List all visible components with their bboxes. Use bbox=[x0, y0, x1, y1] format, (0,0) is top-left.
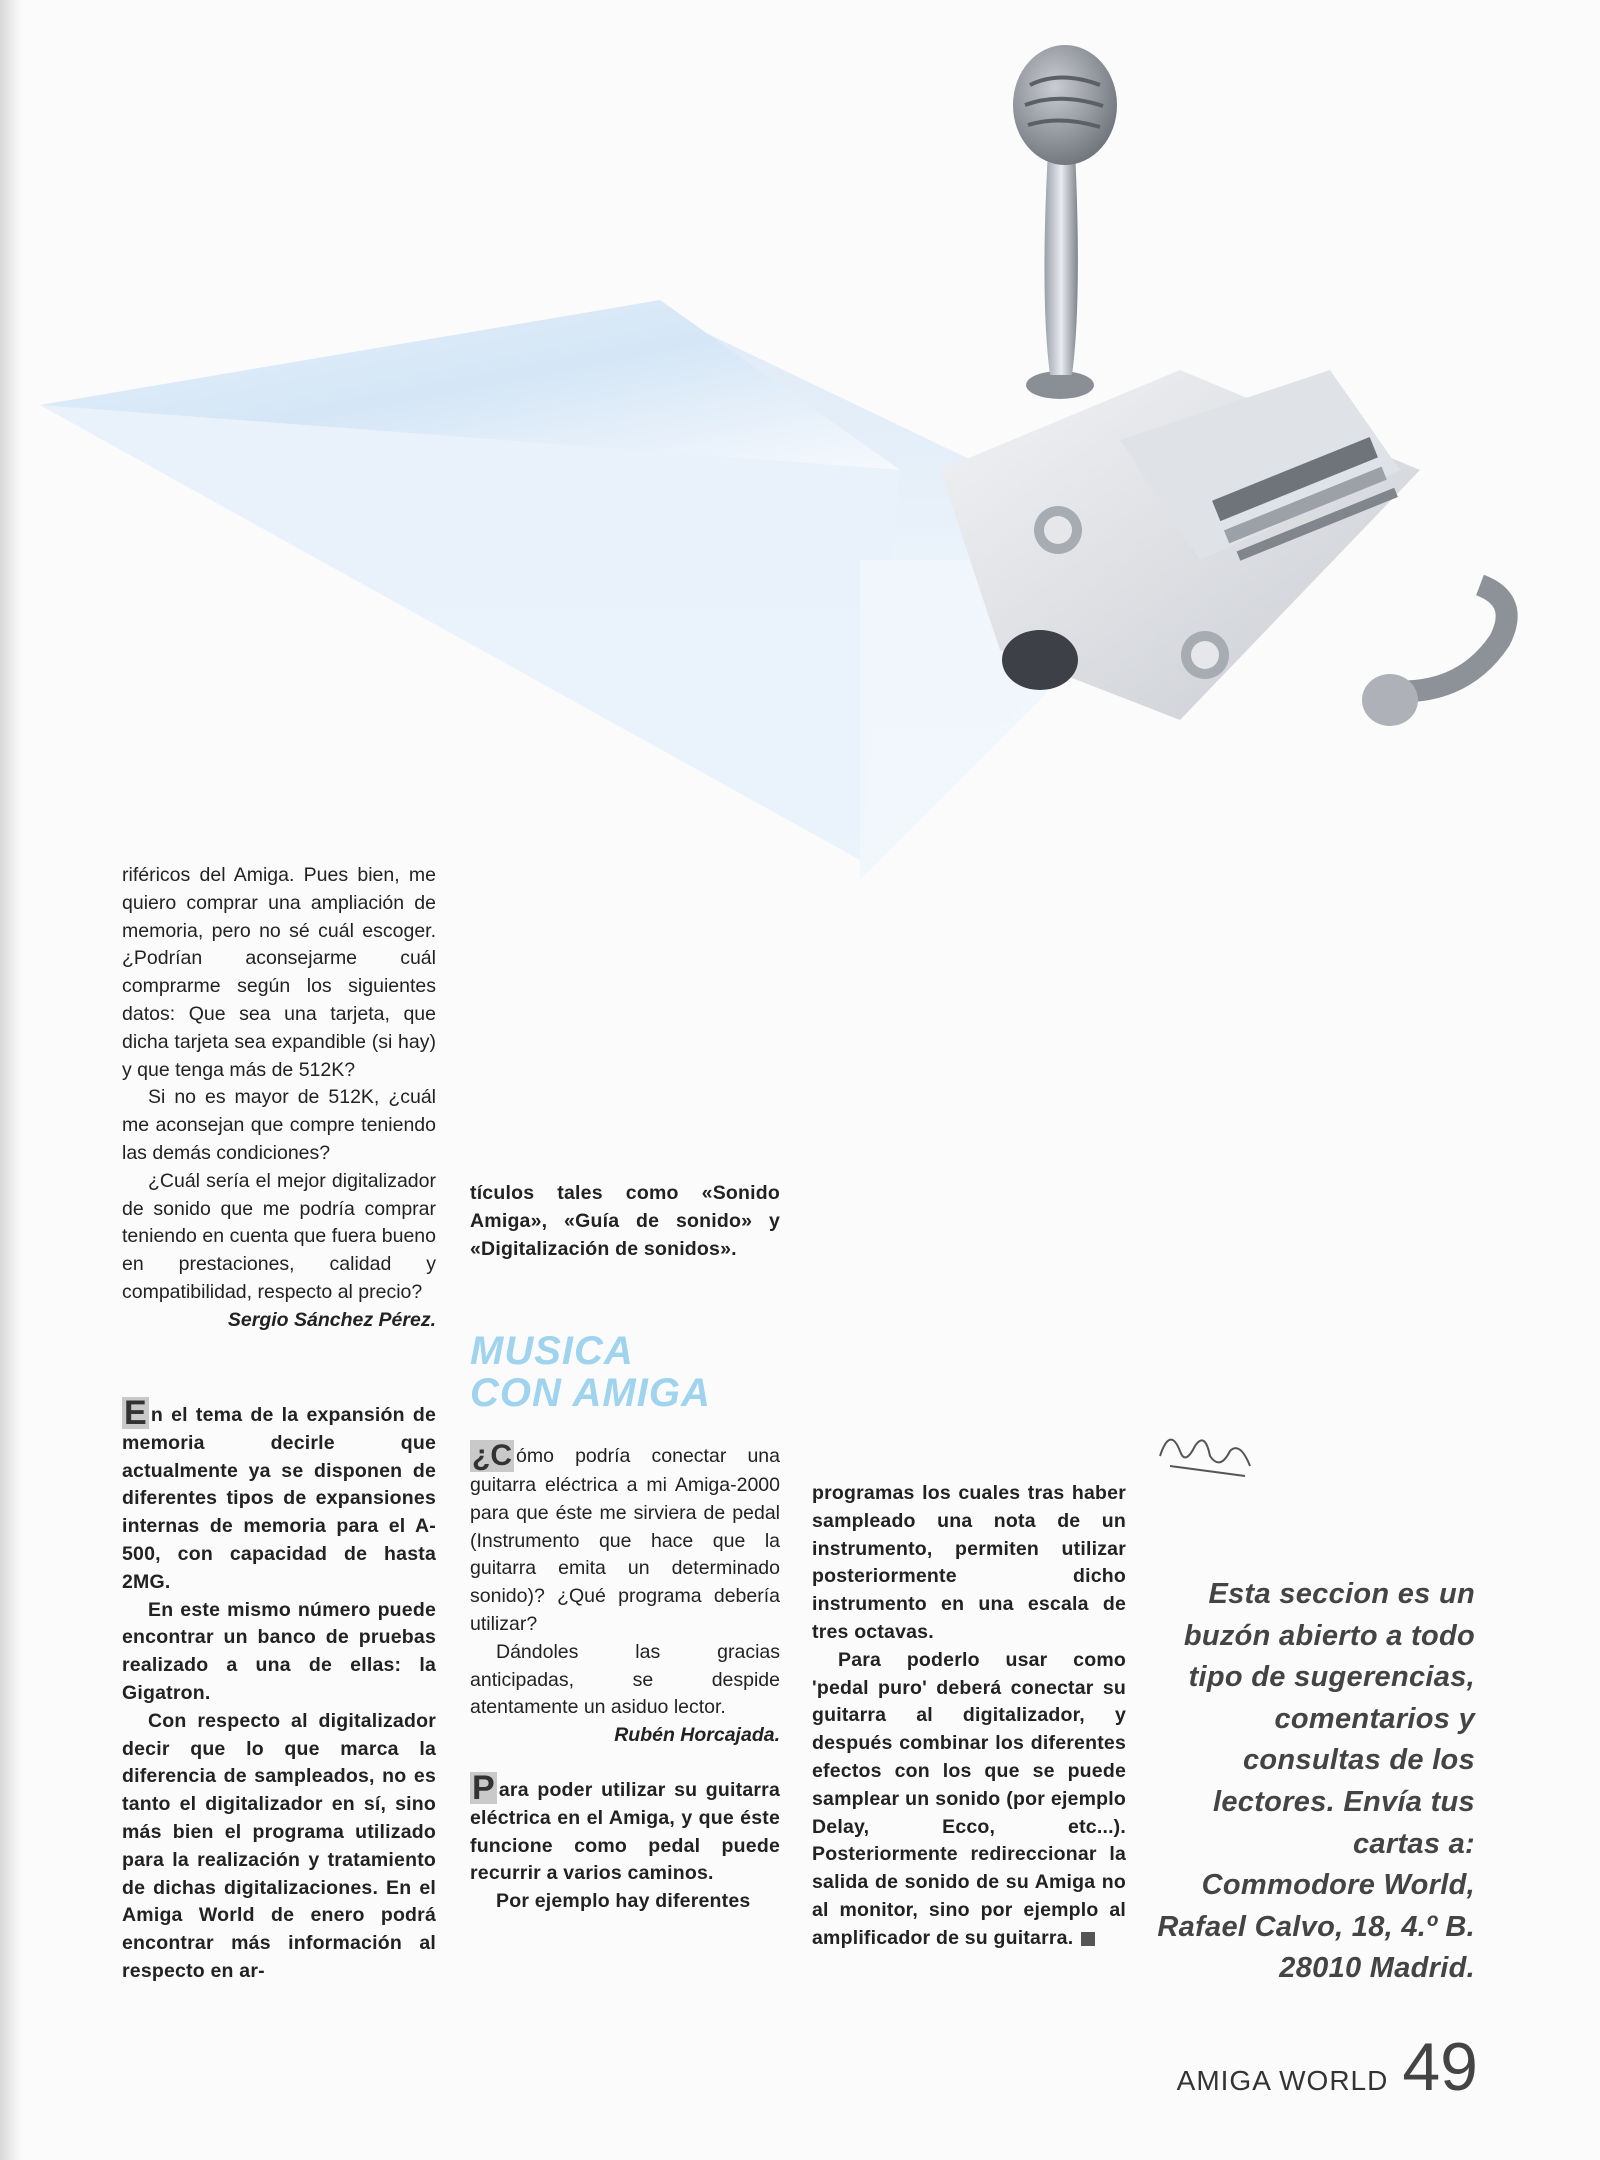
answer1-paragraph: Con respecto al digitalizador decir que lo que marca la diferencia de sampleados, no es tanto el digitalizador en sí, sino más bien el programa utilizado para la realización y tratamiento de dichas digitalizaciones. En el Amiga World de enero podrá encontrar más información al respecto en ar- bbox=[122, 1709, 436, 1982]
sidebar-line: buzón abierto a todo bbox=[1183, 1619, 1475, 1652]
section-title bbox=[470, 1330, 770, 1414]
sidebar-line: Commodore World, bbox=[1201, 1869, 1475, 1902]
letter2-first-paragraph bbox=[470, 1440, 780, 1639]
letter1-signature: Sergio Sánchez Pérez. bbox=[227, 1308, 436, 1331]
sidebar-line: Esta seccion es un bbox=[1208, 1578, 1475, 1610]
answer2-column3 bbox=[812, 1480, 1126, 1953]
sidebar-line: tipo de sugerencias, bbox=[1188, 1661, 1475, 1694]
answer2-first-paragraph bbox=[470, 1768, 780, 1888]
letter1-paragraph: Si no es mayor de 512K, ¿cuál me aconsejan que compre teniendo las demás condiciones? bbox=[122, 1086, 436, 1164]
answer2-col3-paragraph bbox=[812, 1647, 1126, 1953]
letter2-column bbox=[470, 1440, 780, 1916]
sidebar-line: lectores. Envía tus bbox=[1213, 1785, 1475, 1818]
answer1-first-text: n el tema de la expansión de memoria decirle que actualmente ya se disponen de diferentes tipos de expansiones internas de memoria para el A-500, con capacidad de hasta 2MG. bbox=[122, 1404, 436, 1593]
letter1-paragraph: ¿Cuál sería el mejor digitalizador de sonido que me podría comprar teniendo en cuenta que fuera bueno en prestaciones, calidad y compatibilidad, respecto al precio? bbox=[122, 1169, 436, 1303]
letter2-dropcap: ¿C bbox=[472, 1439, 512, 1472]
letter1-paragraph: riféricos del Amiga. Pues bien, me quiero comprar una ampliación de memoria, pero no sé cuál escoger. ¿Podrían aconsejarme cuál comprarme según los siguientes datos: Que sea una tarjeta, que dicha tarjeta sea expandible (si hay) y que tenga más de 512K? bbox=[122, 864, 436, 1081]
section-title-line2: CON AMIGA bbox=[470, 1371, 711, 1415]
answer2-col3-text: Para poderlo usar como 'pedal puro' deberá conectar su guitarra al digitalizador, y después combinar los diferentes efectos con los que se puede samplear un sonido (por ejemplo Delay, Ecco, etc...). Posteriormente redireccionar la salida de sonido de su Amiga no al monitor, sino por ejemplo al amplificador de su guitarra. bbox=[812, 1648, 1126, 1949]
page-footer bbox=[1176, 2029, 1478, 2105]
letter2-paragraph: Dándoles las gracias anticipadas, se despide atentamente un asiduo lector. bbox=[470, 1640, 780, 1719]
sidebar-note bbox=[1140, 1574, 1475, 1990]
magazine-name: AMIGA WORLD bbox=[1176, 2065, 1389, 2096]
sidebar-line: consultas de los bbox=[1242, 1744, 1475, 1777]
answer2-first-text: ara poder utilizar su guitarra eléctrica en el Amiga, y que éste funcione como pedal puede recurrir a varios caminos. bbox=[470, 1778, 780, 1885]
answer1-continuation: tículos tales como «Sonido Amiga», «Guía de sonido» y «Digitalización de sonidos». bbox=[470, 1182, 780, 1260]
sidebar-line: cartas a: bbox=[1353, 1827, 1475, 1860]
answer1-column bbox=[122, 1394, 436, 1986]
answer2-col3-paragraph: programas los cuales tras haber sampleado una nota de un instrumento, permiten utilizar posteriormente dicho instrumento en una escala de tres octavas. bbox=[812, 1482, 1126, 1643]
answer1-paragraph: En este mismo número puede encontrar un banco de pruebas realizado a una de ellas: la Gigatron. bbox=[122, 1598, 436, 1704]
page-number: 49 bbox=[1402, 2029, 1478, 2105]
sidebar-line: 28010 Madrid. bbox=[1279, 1952, 1475, 1985]
section-title-line1: MUSICA bbox=[470, 1329, 634, 1373]
sidebar-line: comentarios y bbox=[1274, 1702, 1475, 1735]
letter2-first-text: ómo podría conectar una guitarra eléctrica a mi Amiga-2000 para que éste me sirviera de pedal (Instrumento que hace que la guitarra emita un determinado sonido)? ¿Qué programa debería utilizar? bbox=[470, 1445, 780, 1635]
answer2-dropcap: P bbox=[472, 1768, 495, 1807]
answer1-dropcap: E bbox=[124, 1394, 147, 1432]
letter1-column bbox=[122, 862, 436, 1335]
middle-column bbox=[470, 1180, 780, 1263]
letter2-signature: Rubén Horcajada. bbox=[614, 1724, 780, 1747]
answer1-first-paragraph bbox=[122, 1394, 436, 1597]
end-mark-icon bbox=[1081, 1932, 1095, 1946]
envelope-joystick-illustration bbox=[0, 0, 1600, 880]
sidebar-line: Rafael Calvo, 18, 4.º B. bbox=[1157, 1910, 1475, 1943]
artist-signature bbox=[1150, 1416, 1260, 1486]
answer2-paragraph: Por ejemplo hay diferentes bbox=[496, 1890, 751, 1913]
